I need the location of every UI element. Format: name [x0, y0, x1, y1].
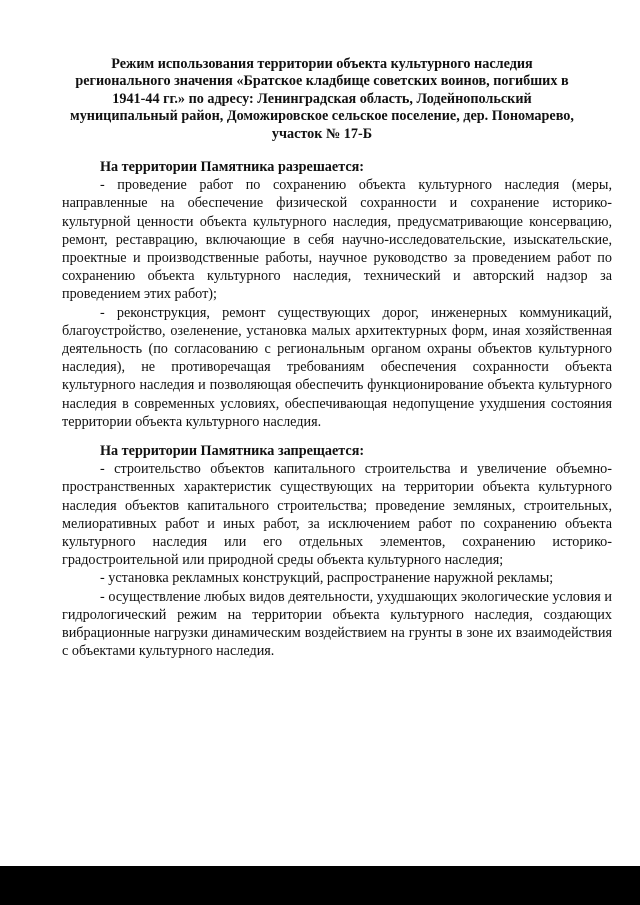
allowed-item-1: - проведение работ по сохранению объекта культурного наследия (меры, направленные на обеспечение физической сохранности и сохранение историко-культурной ценности объекта культурного наследия, предусматривающие консервацию, ремонт, реставрацию, включающие в себя научно-исследовательские, изыскательские, проектные и производственные работы, научное руководство за проведением работ по сохранению объекта культурного наследия, технический и авторский надзор за проведением этих работ);	[62, 177, 612, 303]
scan-border-bar	[0, 866, 640, 905]
allowed-item-2: - реконструкция, ремонт существующих дорог, инженерных коммуникаций, благоустройство, озеленение, установка малых архитектурных форм, иная хозяйственная деятельность (по согласованию с региональным органом охраны объектов культурного наследия), не противоречащая требованиям обеспечения сохранности объекта культурного наследия и позволяющая обеспечить функционирование объекта культурного наследия в современных условиях, обеспечивающая недопущение ухудшения состояния территории объекта культурного наследия.	[62, 304, 612, 430]
heading-line-3: 1941-44 гг.» по адресу: Ленинградская область, Лодейнопольский	[112, 90, 532, 107]
prohibited-item-3: - осуществление любых видов деятельности, ухудшающих экологические условия и гидрологический режим на территории объекта культурного наследия, создающих вибрационные нагрузки динамическим воздействием на грунты в зоне их взаимодействия с объектами культурного наследия.	[62, 588, 612, 660]
prohibited-item-2: - установка рекламных конструкций, распространение наружной рекламы;	[100, 570, 554, 587]
prohibited-section	[62, 442, 612, 660]
prohibited-item-1: - строительство объектов капитального строительства и увеличение объемно-пространственных характеристик существующих на территории объекта культурного наследия объектов капитального строительства; проведение земляных, строительных, мелиоративных работ и иных работ, за исключением работ по сохранению объекта культурного наследия или его отдельных элементов, сохранению историко-градостроительной или природной среды объекта культурного наследия;	[62, 461, 612, 569]
heading-line-4: муниципальный район, Доможировское сельское поселение, дер. Пономарево,	[70, 108, 574, 125]
document-heading	[62, 56, 582, 143]
heading-line-1: Режим использования территории объекта культурного наследия	[111, 56, 533, 72]
allowed-title: На территории Памятника разрешается:	[100, 159, 365, 175]
heading-line-2: регионального значения «Братское кладбище советских воинов, погибших в	[75, 73, 569, 90]
heading-line-5: участок № 17-Б	[271, 125, 373, 142]
allowed-section	[62, 158, 612, 431]
prohibited-title: На территории Памятника запрещается:	[100, 443, 365, 459]
